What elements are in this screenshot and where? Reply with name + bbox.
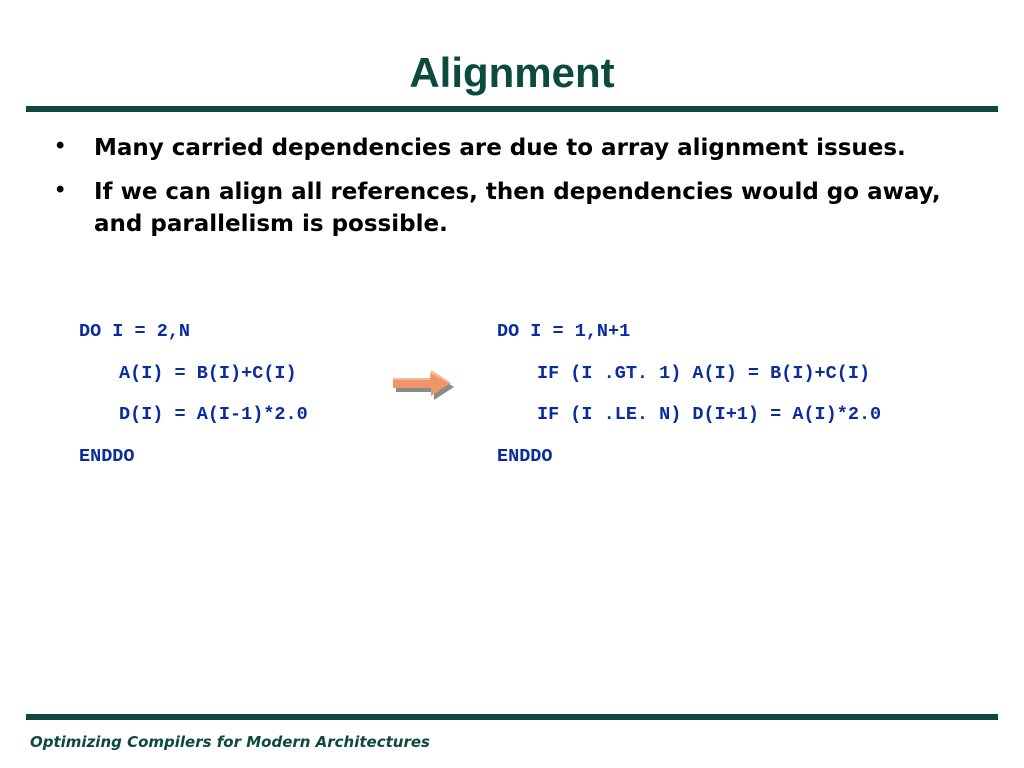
slide-title: Alignment	[409, 49, 615, 96]
bullet-icon: •	[56, 176, 65, 203]
bullet-icon: •	[56, 132, 65, 159]
bullet-item	[56, 176, 976, 240]
code-line: IF (I .GT. 1) A(I) = B(I)+C(I)	[537, 362, 871, 384]
code-line: IF (I .LE. N) D(I+1) = A(I)*2.0	[537, 404, 882, 425]
code-line: DO I = 2,N	[79, 321, 191, 342]
bullet-list	[56, 132, 976, 252]
bullet-text: Many carried dependencies are due to array alignment issues.	[94, 135, 906, 161]
code-line: D(I) = A(I-1)*2.0	[119, 404, 308, 425]
footer-divider	[26, 714, 998, 720]
code-line: DO I = 1,N+1	[497, 321, 631, 342]
code-line: ENDDO	[79, 445, 135, 467]
code-line: A(I) = B(I)+C(I)	[119, 362, 297, 384]
footer-text: Optimizing Compilers for Modern Architectures	[30, 733, 430, 751]
bullet-item	[56, 132, 976, 164]
code-after	[497, 322, 881, 488]
right-arrow-icon	[390, 368, 458, 402]
code-before	[79, 322, 308, 488]
bullet-text: If we can align all references, then dependencies would go away, and parallelism is possible.	[94, 179, 941, 237]
code-line: ENDDO	[497, 445, 553, 467]
title-divider	[26, 106, 998, 112]
